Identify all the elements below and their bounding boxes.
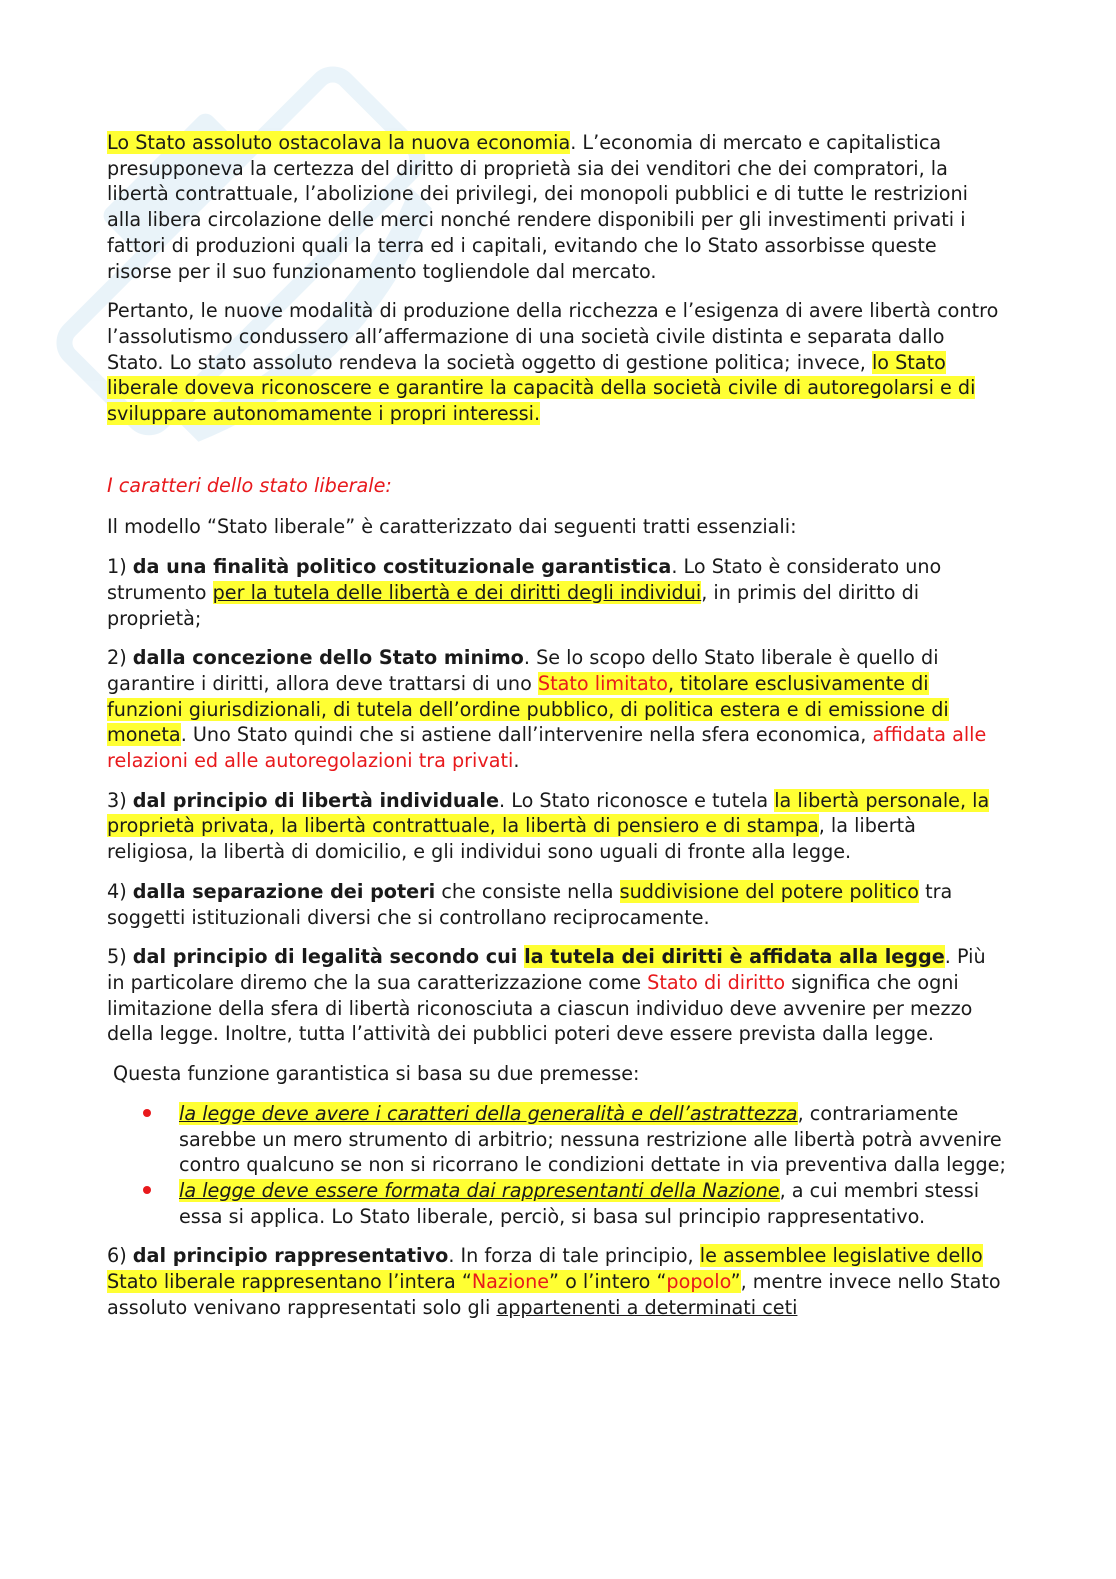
text: , mentre invece nello Stato assoluto venivano rappresentati solo gli bbox=[107, 1270, 1001, 1319]
text: Pertanto, le nuove modalità di produzione della ricchezza e l’esigenza di avere libertà contro l’assolutismo condussero all’affermazione di una società civile distinta e separata dallo Stato. Lo stato assoluto rendeva la società oggetto di gestione politica; invece, bbox=[107, 299, 999, 374]
intro-paragraph: Il modello “Stato liberale” è caratterizzato dai seguenti tratti essenziali: bbox=[107, 515, 797, 539]
bold-text: dal principio di libertà individuale bbox=[132, 788, 500, 812]
bold-highlight-text: la tutela dei diritti è affidata alla legge bbox=[524, 945, 945, 969]
text: tra soggetti istituzionali diversi che si controllano reciprocamente. bbox=[107, 879, 953, 929]
bold-text: dal principio rappresentativo bbox=[132, 1244, 449, 1268]
text: , in primis del diritto di proprietà; bbox=[107, 580, 920, 630]
bullet-icon bbox=[143, 1109, 151, 1117]
premise-list bbox=[107, 1101, 1007, 1230]
item-number: 4) bbox=[107, 879, 133, 903]
text: , a cui membri stessi essa si applica. Lo Stato liberale, perciò, si basa sul principio rappresentativo. bbox=[179, 1178, 980, 1228]
red-highlight-text: popolo bbox=[666, 1270, 731, 1294]
paragraph-2 bbox=[107, 298, 1007, 427]
text: che consiste nella bbox=[435, 879, 620, 903]
text: . Lo Stato è considerato uno strumento bbox=[107, 555, 942, 604]
item-number: 2) bbox=[107, 646, 133, 670]
list-item-2 bbox=[107, 645, 1007, 774]
list-item-4 bbox=[107, 879, 1007, 930]
highlight-text: ” o l’intero “ bbox=[549, 1270, 667, 1294]
item-number: 3) bbox=[107, 788, 133, 812]
bold-text: da una finalità politico costituzionale garantistica bbox=[132, 555, 672, 579]
list-item-5 bbox=[107, 944, 1007, 1047]
item-number: 1) bbox=[107, 555, 133, 579]
list-item bbox=[179, 1178, 1007, 1229]
highlight-text: le assemblee legislative dello Stato liberale rappresentano l’intera “ bbox=[107, 1244, 983, 1294]
highlight-text: ” bbox=[730, 1270, 741, 1294]
bold-text: dal principio di legalità secondo cui bbox=[132, 945, 525, 969]
text: . Più in particolare diremo che la sua caratterizzazione come bbox=[107, 945, 986, 994]
text: . In forza di tale principio, bbox=[448, 1244, 700, 1268]
highlight-text: lo Stato liberale doveva riconoscere e garantire la capacità della società civile di autoregolarsi e di sviluppare autonomamente i propri interessi. bbox=[107, 350, 976, 426]
highlight-text: la legge deve avere i caratteri della generalità e dell’astrattezza bbox=[179, 1101, 798, 1125]
list-item bbox=[179, 1101, 1007, 1178]
bold-text: dalla concezione dello Stato minimo bbox=[132, 646, 524, 670]
document-page bbox=[107, 130, 1007, 1334]
red-highlight-text: Stato limitato bbox=[537, 671, 668, 695]
item-number: 5) bbox=[107, 945, 133, 969]
highlight-text: la libertà personale, la proprietà privata, la libertà contrattuale, la libertà di pensiero e di stampa bbox=[107, 788, 990, 838]
list-item-6 bbox=[107, 1243, 1007, 1320]
list-item-3 bbox=[107, 788, 1007, 865]
list-item-1 bbox=[107, 554, 1007, 631]
section-heading: I caratteri dello stato liberale: bbox=[107, 473, 392, 497]
text: . Lo Stato riconosce e tutela bbox=[499, 788, 775, 812]
red-text: Stato di diritto bbox=[647, 970, 786, 994]
red-highlight-text: Nazione bbox=[471, 1270, 550, 1294]
underlined-text: appartenenti a determinati ceti bbox=[496, 1295, 798, 1319]
highlight-text: Lo Stato assoluto ostacolava la nuova economia bbox=[107, 131, 571, 154]
text: , la libertà religiosa, la libertà di domicilio, e gli individui sono uguali di fronte alla legge. bbox=[107, 814, 916, 864]
premise-intro: Questa funzione garantistica si basa su due premesse: bbox=[113, 1062, 640, 1086]
highlight-text: la legge deve essere formata dai rappresentanti della Nazione bbox=[179, 1178, 780, 1202]
red-text: affidata alle relazioni ed alle autoregolazioni tra privati bbox=[107, 723, 987, 773]
paragraph-1 bbox=[107, 130, 1007, 284]
text: . Uno Stato quindi che si astiene dall’intervenire nella sfera economica, bbox=[180, 723, 873, 747]
text: . L’economia di mercato e capitalistica presupponeva la certezza del diritto di proprietà sia dei venditori che dei compratori, la libertà contrattuale, l’abolizione dei privilegi, dei monopoli pubblici e di tutte le restrizioni alla libera circolazione delle merci nonché rendere disponibili per gli investimenti privati i fattori di produzioni quali la terra ed i capitali, evitando che lo Stato assorbisse queste risorse per il suo funzionamento togliendole dal mercato. bbox=[107, 131, 968, 283]
bullet-icon bbox=[143, 1186, 151, 1194]
item-number: 6) bbox=[107, 1244, 133, 1268]
highlight-text: per la tutela delle libertà e dei diritti degli individui bbox=[212, 580, 702, 604]
text: , contrariamente sarebbe un mero strumento di arbitrio; nessuna restrizione alle libertà potrà avvenire contro qualcuno se non si ricorrano le condizioni dettate in via preventiva dalla legge; bbox=[179, 1101, 1006, 1177]
bold-text: dalla separazione dei poteri bbox=[132, 879, 436, 903]
text: . Se lo scopo dello Stato liberale è quello di garantire i diritti, allora deve trattarsi di uno bbox=[107, 646, 939, 695]
text: significa che ogni limitazione della sfera di libertà riconosciuta a ciascun individuo deve avvenire per mezzo della legge. Inoltre, tutta l’attività dei pubblici poteri deve essere prevista dalla legge. bbox=[107, 970, 973, 1046]
highlight-text: suddivisione del potere politico bbox=[619, 879, 920, 903]
highlight-text: , titolare esclusivamente di funzioni giurisdizionali, di tutela dell’ordine pubblico, di politica estera e di emissione di moneta bbox=[107, 671, 949, 747]
text: . bbox=[513, 749, 520, 773]
